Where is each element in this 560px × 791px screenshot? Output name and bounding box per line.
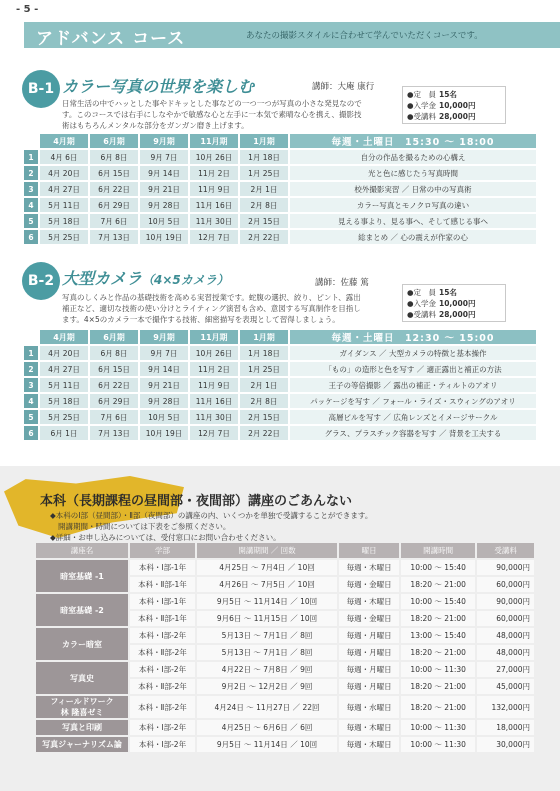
- course-name: フィールドワーク 林 隆喜ゼミ: [36, 696, 128, 718]
- session-date: 5月 11日: [40, 198, 88, 212]
- course-time: 18:20 ～ 21:00: [401, 611, 475, 626]
- course-time: 18:20 ～ 21:00: [401, 577, 475, 592]
- session-date: 5月 25日: [40, 230, 88, 244]
- session-date: 2月 8日: [240, 394, 288, 408]
- session-date: 6月 15日: [90, 362, 138, 376]
- course-name: 暗室基礎 -2: [36, 594, 128, 626]
- session-topic: パッケージを写す ／ フォール・ライズ・スウィングのアオリ: [290, 394, 536, 408]
- session-date: 9月 28日: [140, 394, 188, 408]
- honka-row: [36, 594, 534, 609]
- course-fee: 48,000円: [477, 628, 534, 643]
- schedule-row: [24, 378, 536, 392]
- schedule-table-b2: [22, 328, 538, 442]
- session-date: 9月 14日: [140, 362, 188, 376]
- session-date: 11月 16日: [190, 198, 238, 212]
- info-tuition: ●受講料 28,000円: [407, 310, 476, 319]
- session-date: 6月 8日: [90, 150, 138, 164]
- course-department: 本科・Ⅰ部-2年: [130, 737, 195, 752]
- session-topic: 校外撮影実習 ／ 日常の中の写真術: [290, 182, 536, 196]
- session-date: 2月 8日: [240, 198, 288, 212]
- honka-row: [36, 696, 534, 718]
- session-date: 11月 2日: [190, 166, 238, 180]
- course-department: 本科・Ⅰ部-2年: [130, 662, 195, 677]
- info-capacity: ●定 員 15名: [407, 90, 457, 99]
- month-header: 9月期: [140, 330, 188, 344]
- col-header: 開講時間: [401, 543, 475, 558]
- course-period: 4月24日 ～ 11月27日 ／ 22回: [197, 696, 337, 718]
- session-date: 9月 28日: [140, 198, 188, 212]
- session-date: 7月 13日: [90, 426, 138, 440]
- course-weekday: 毎週・月曜日: [339, 628, 399, 643]
- course-period: 5月13日 ～ 7月1日 ／ 8回: [197, 628, 337, 643]
- schedule-row: [24, 182, 536, 196]
- session-date: 11月 30日: [190, 410, 238, 424]
- course-time: 10:00 ～ 11:30: [401, 720, 475, 735]
- course-period: 4月25日 ～ 7月4日 ／ 10回: [197, 560, 337, 575]
- course-badge-b1: B-1: [22, 70, 60, 108]
- session-topic: 自分の作品を撮るための心構え: [290, 150, 536, 164]
- session-date: 9月 21日: [140, 378, 188, 392]
- course-badge-b2: B-2: [22, 262, 60, 300]
- course-period: 9月2日 ～ 12月2日 ／ 9回: [197, 679, 337, 694]
- month-header: 11月期: [190, 330, 238, 344]
- session-date: 11月 9日: [190, 378, 238, 392]
- month-header: 4月期: [40, 134, 88, 148]
- course-department: 本科・Ⅰ部-2年: [130, 720, 195, 735]
- session-date: 11月 30日: [190, 214, 238, 228]
- session-date: 9月 7日: [140, 346, 188, 360]
- session-date: 5月 11日: [40, 378, 88, 392]
- session-date: 2月 1日: [240, 378, 288, 392]
- session-number: 4: [24, 394, 38, 408]
- session-number: 2: [24, 362, 38, 376]
- session-topic: 見える事より、見る事へ、そして感じる事へ: [290, 214, 536, 228]
- session-date: 4月 20日: [40, 346, 88, 360]
- course-period: 5月13日 ～ 7月1日 ／ 8回: [197, 645, 337, 660]
- course-weekday: 毎週・木曜日: [339, 594, 399, 609]
- session-number: 5: [24, 410, 38, 424]
- session-date: 1月 25日: [240, 166, 288, 180]
- schedule-table-b1: [22, 132, 538, 246]
- session-date: 10月 19日: [140, 230, 188, 244]
- course-time: 10:00 ～ 11:30: [401, 737, 475, 752]
- session-date: 4月 6日: [40, 150, 88, 164]
- session-date: 11月 9日: [190, 182, 238, 196]
- course-name: 写真と印刷: [36, 720, 128, 735]
- session-date: 7月 6日: [90, 214, 138, 228]
- session-number: 1: [24, 346, 38, 360]
- session-topic: 高層ビルを写す ／ 広角レンズとイメージサークル: [290, 410, 536, 424]
- course-description-b2: 写真のしくみと作品の基礎技術を高める実習授業です。蛇腹の選択、絞り、ピント、露出補正など、適切な技術の使い分けとライティング演習も含め、意図する写真制作を目指します。4×5のカメラ一本で撮作する技術、細密描写を表現として習得しましょう。: [62, 293, 361, 324]
- honka-table: [34, 541, 536, 754]
- course-weekday: 毎週・水曜日: [339, 696, 399, 718]
- session-date: 1月 25日: [240, 362, 288, 376]
- course-fee: 60,000円: [477, 577, 534, 592]
- schedule-time-header: 毎週・土曜日 15:30 ～ 18:00: [290, 134, 536, 148]
- session-number: 2: [24, 166, 38, 180]
- session-topic: 王子の等倍撮影 ／ 露出の補正・ティルトのアオリ: [290, 378, 536, 392]
- schedule-row: [24, 166, 536, 180]
- session-date: 10月 19日: [140, 426, 188, 440]
- session-date: 4月 27日: [40, 362, 88, 376]
- course-info-box-b1: [402, 86, 506, 124]
- col-header: 講座名: [36, 543, 128, 558]
- session-date: 4月 27日: [40, 182, 88, 196]
- info-tuition: ●受講料 28,000円: [407, 112, 476, 121]
- course-weekday: 毎週・月曜日: [339, 662, 399, 677]
- month-header: 6月期: [90, 134, 138, 148]
- schedule-row: [24, 214, 536, 228]
- col-header: 開講期間 ／ 回数: [197, 543, 337, 558]
- session-number: 5: [24, 214, 38, 228]
- course-fee: 90,000円: [477, 594, 534, 609]
- info-capacity: ●定 員 15名: [407, 288, 457, 297]
- honka-header-row: [36, 543, 534, 558]
- course-department: 本科・Ⅰ部-1年: [130, 560, 195, 575]
- course-period: 9月5日 ～ 11月14日 ／ 10回: [197, 594, 337, 609]
- session-date: 6月 15日: [90, 166, 138, 180]
- course-department: 本科・Ⅱ部-2年: [130, 696, 195, 718]
- schedule-row: [24, 198, 536, 212]
- course-department: 本科・Ⅱ部-1年: [130, 611, 195, 626]
- course-department: 本科・Ⅰ部-2年: [130, 628, 195, 643]
- section-title: アドバンス コース: [36, 29, 186, 49]
- course-name: 写真史: [36, 662, 128, 694]
- session-date: 2月 1日: [240, 182, 288, 196]
- section-header: [24, 22, 560, 48]
- course-period: 4月26日 ～ 7月5日 ／ 10回: [197, 577, 337, 592]
- session-date: 9月 7日: [140, 150, 188, 164]
- course-weekday: 毎週・月曜日: [339, 679, 399, 694]
- session-topic: 「もの」の造形と色を写す ／ 適正露出と補正の方法: [290, 362, 536, 376]
- course-time: 18:20 ～ 21:00: [401, 696, 475, 718]
- course-name: 写真ジャーナリズム論: [36, 737, 128, 752]
- month-header: 4月期: [40, 330, 88, 344]
- course-title-b2: 大型カメラ（4×5カメラ）: [62, 269, 229, 288]
- month-header: 6月期: [90, 330, 138, 344]
- session-date: 4月 20日: [40, 166, 88, 180]
- session-topic: ガイダンス ／ 大型カメラの特徴と基本操作: [290, 346, 536, 360]
- session-date: 10月 26日: [190, 346, 238, 360]
- honka-note: 開講期間・時間については下表をご参照ください。: [58, 522, 231, 531]
- session-topic: 光と色に感じたう写真時間: [290, 166, 536, 180]
- course-department: 本科・Ⅰ部-1年: [130, 594, 195, 609]
- course-department: 本科・Ⅱ部-2年: [130, 645, 195, 660]
- course-weekday: 毎週・木曜日: [339, 560, 399, 575]
- course-time: 10:00 ～ 11:30: [401, 662, 475, 677]
- session-date: 5月 25日: [40, 410, 88, 424]
- session-date: 11月 2日: [190, 362, 238, 376]
- honka-notes: [50, 510, 490, 543]
- session-topic: 総まとめ ／ 心の震えが作家の心: [290, 230, 536, 244]
- session-date: 6月 29日: [90, 394, 138, 408]
- session-date: 9月 21日: [140, 182, 188, 196]
- session-date: 1月 18日: [240, 346, 288, 360]
- course-weekday: 毎週・金曜日: [339, 611, 399, 626]
- schedule-row: [24, 410, 536, 424]
- session-date: 2月 22日: [240, 230, 288, 244]
- honka-row: [36, 662, 534, 677]
- course-fee: 90,000円: [477, 560, 534, 575]
- session-date: 2月 15日: [240, 214, 288, 228]
- session-date: 11月 16日: [190, 394, 238, 408]
- course-fee: 48,000円: [477, 645, 534, 660]
- month-header: 9月期: [140, 134, 188, 148]
- month-header: 11月期: [190, 134, 238, 148]
- info-entry-fee: ●入学金 10,000円: [407, 299, 476, 308]
- session-date: 6月 22日: [90, 182, 138, 196]
- honka-row: [36, 737, 534, 752]
- session-date: 2月 22日: [240, 426, 288, 440]
- info-entry-fee: ●入学金 10,000円: [407, 101, 476, 110]
- course-department: 本科・Ⅱ部-1年: [130, 577, 195, 592]
- honka-note: ◆本科のⅠ部（昼間部）・Ⅱ部（夜間部）の講座の内、いくつかを単独で受講することができます。: [50, 511, 373, 520]
- session-number: 4: [24, 198, 38, 212]
- course-time: 10:00 ～ 15:40: [401, 560, 475, 575]
- col-header: 学部: [130, 543, 195, 558]
- course-period: 9月5日 ～ 11月14日 ／ 10回: [197, 737, 337, 752]
- session-number: 1: [24, 150, 38, 164]
- schedule-row: [24, 346, 536, 360]
- session-date: 12月 7日: [190, 230, 238, 244]
- course-time: 10:00 ～ 15:40: [401, 594, 475, 609]
- session-topic: グラス、プラスチック容器を写す ／ 背景を工夫する: [290, 426, 536, 440]
- session-date: 10月 26日: [190, 150, 238, 164]
- session-date: 5月 18日: [40, 394, 88, 408]
- session-date: 7月 6日: [90, 410, 138, 424]
- schedule-time-header: 毎週・土曜日 12:30 ～ 15:00: [290, 330, 536, 344]
- schedule-row: [24, 230, 536, 244]
- session-date: 7月 13日: [90, 230, 138, 244]
- course-fee: 45,000円: [477, 679, 534, 694]
- honka-row: [36, 628, 534, 643]
- course-weekday: 毎週・木曜日: [339, 720, 399, 735]
- course-weekday: 毎週・木曜日: [339, 737, 399, 752]
- session-number: 3: [24, 182, 38, 196]
- honka-note: ◆詳細・お申し込みについては、受付窓口にお問い合わせください。: [50, 533, 281, 542]
- session-date: 1月 18日: [240, 150, 288, 164]
- course-time: 13:00 ～ 15:40: [401, 628, 475, 643]
- section-subtitle: あなたの撮影スタイルに合わせて学んでいただくコースです。: [246, 31, 483, 41]
- schedule-header-row: [24, 330, 536, 344]
- session-topic: カラー写真とモノクロ写真の違い: [290, 198, 536, 212]
- session-date: 6月 1日: [40, 426, 88, 440]
- course-time: 18:20 ～ 21:00: [401, 645, 475, 660]
- course-period: 4月22日 ～ 7月8日 ／ 9回: [197, 662, 337, 677]
- session-date: 10月 5日: [140, 410, 188, 424]
- session-date: 2月 15日: [240, 410, 288, 424]
- schedule-row: [24, 426, 536, 440]
- course-info-box-b2: [402, 284, 506, 322]
- course-description-b1: 日常生活の中でハッとした事やドキッとした事などの一つ一つが写真の小さな発見なのです。このコースでは右手にしなやかで敏感な心と左手に一本気で素晴な心を携え、撮影技術はもちろんメンタルな部分をガンガン磨き上げます。: [62, 99, 362, 130]
- page-number: - 5 -: [16, 4, 39, 15]
- schedule-row: [24, 394, 536, 408]
- course-teacher-b2: 講師：佐藤 篤: [315, 278, 369, 288]
- course-fee: 60,000円: [477, 611, 534, 626]
- course-department: 本科・Ⅱ部-2年: [130, 679, 195, 694]
- course-fee: 30,000円: [477, 737, 534, 752]
- session-date: 5月 18日: [40, 214, 88, 228]
- session-number: 6: [24, 230, 38, 244]
- session-date: 12月 7日: [190, 426, 238, 440]
- session-number: 6: [24, 426, 38, 440]
- course-fee: 18,000円: [477, 720, 534, 735]
- session-date: 6月 29日: [90, 198, 138, 212]
- course-name: カラー暗室: [36, 628, 128, 660]
- col-header: 受講料: [477, 543, 534, 558]
- schedule-row: [24, 362, 536, 376]
- session-date: 6月 22日: [90, 378, 138, 392]
- honka-title: 本科（長期課程の昼間部・夜間部）講座のごあんない: [40, 494, 353, 509]
- course-period: 4月25日 ～ 6月6日 ／ 6回: [197, 720, 337, 735]
- honka-row: [36, 720, 534, 735]
- session-date: 9月 14日: [140, 166, 188, 180]
- schedule-row: [24, 150, 536, 164]
- course-weekday: 毎週・月曜日: [339, 645, 399, 660]
- course-weekday: 毎週・金曜日: [339, 577, 399, 592]
- month-header: 1月期: [240, 134, 288, 148]
- course-title-b1: カラー写真の世界を楽しむ: [62, 77, 255, 96]
- course-teacher-b1: 講師：大庵 康行: [312, 82, 375, 92]
- session-number: 3: [24, 378, 38, 392]
- month-header: 1月期: [240, 330, 288, 344]
- session-date: 10月 5日: [140, 214, 188, 228]
- schedule-header-row: [24, 134, 536, 148]
- col-header: 曜日: [339, 543, 399, 558]
- course-fee: 132,000円: [477, 696, 534, 718]
- course-fee: 27,000円: [477, 662, 534, 677]
- course-name: 暗室基礎 -1: [36, 560, 128, 592]
- honka-row: [36, 560, 534, 575]
- course-period: 9月6日 ～ 11月15日 ／ 10回: [197, 611, 337, 626]
- session-date: 6月 8日: [90, 346, 138, 360]
- course-time: 18:20 ～ 21:00: [401, 679, 475, 694]
